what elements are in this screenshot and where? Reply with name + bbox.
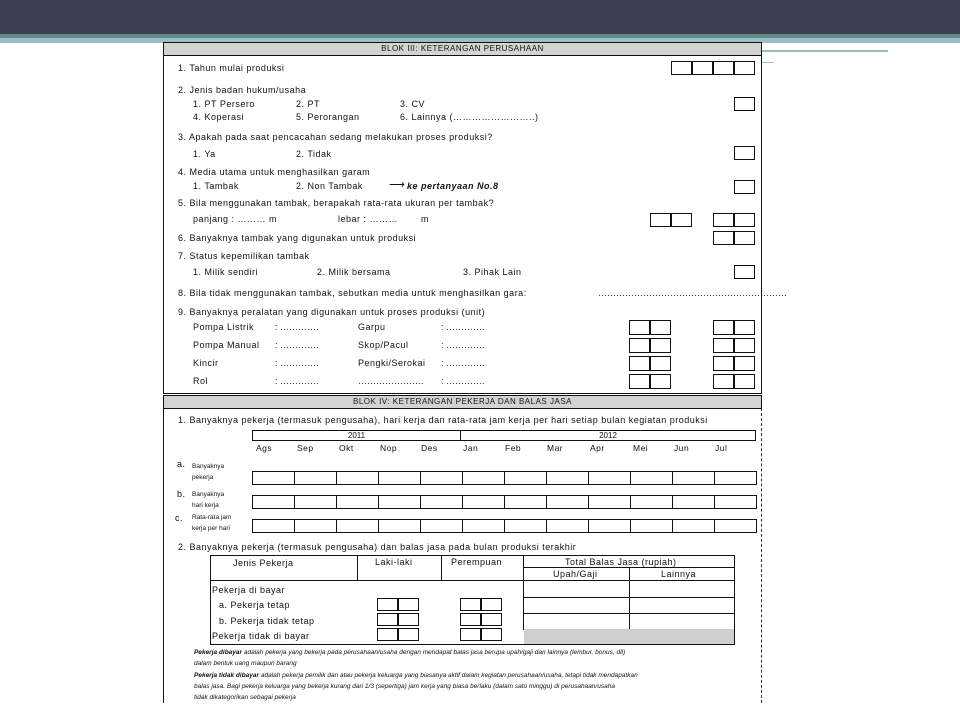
perempuan-input-box[interactable] (460, 628, 481, 641)
q5-panjang: panjang : ……… m (193, 214, 278, 224)
q7-option: 2. Milik bersama (317, 267, 391, 277)
month-label: Des (421, 443, 438, 453)
q3-option: 2. Tidak (296, 149, 332, 159)
month-input-cell[interactable] (462, 519, 505, 533)
month-label: Mar (547, 443, 564, 453)
month-input-cell[interactable] (504, 471, 547, 485)
month-input-cell[interactable] (294, 519, 337, 533)
q1-input-box[interactable] (734, 61, 755, 75)
month-input-cell[interactable] (378, 519, 421, 533)
month-label: Apr (590, 443, 605, 453)
q9-input-box[interactable] (734, 320, 755, 335)
note-1-cont: dalam bentuk uang maupun barang (194, 660, 297, 667)
perempuan-input-box[interactable] (481, 628, 502, 641)
q9-item-dots: : …………. (441, 376, 485, 386)
note-1 (194, 649, 625, 657)
row-label: kerja per hari (192, 525, 230, 532)
row-letter: c. (175, 513, 184, 523)
table-line (357, 555, 358, 580)
q7-option: 3. Pihak Lain (463, 267, 522, 277)
q9-item-label: Kincir (193, 358, 219, 368)
q9-item-label: Garpu (358, 322, 386, 332)
q9-item-label: Pengki/Serokai (358, 358, 426, 368)
q7-input-box[interactable] (734, 265, 755, 279)
month-input-cell[interactable] (588, 495, 631, 509)
skip-arrow-icon: ⟶ (389, 179, 406, 191)
q9-input-box[interactable] (629, 356, 650, 371)
month-input-cell[interactable] (546, 519, 589, 533)
col-jenis-pekerja: Jenis Pekerja (233, 558, 294, 568)
slide-accent-line (762, 50, 888, 52)
month-label: Mei (633, 443, 649, 453)
q5-lebar-box[interactable] (734, 213, 755, 227)
q9-input-box[interactable] (734, 338, 755, 353)
q9-input-box[interactable] (713, 356, 734, 371)
q4-option: 2. Non Tambak (296, 181, 363, 191)
year-2011-header: 2011 (252, 430, 461, 441)
q4-input-box[interactable] (734, 180, 755, 194)
note-2-cont: balas jasa. Bagi pekerja keluarga yang bekerja kurang dari 1/3 (sepertiga) jam kerja yang biasa berlaku (dalam satu minggu) di perusahaan/usaha (194, 683, 615, 690)
col-total-balas-jasa: Total Balas Jasa (rupiah) (565, 557, 677, 567)
q9-item-dots: : …………. (275, 340, 319, 350)
month-input-cell[interactable] (672, 495, 715, 509)
q9-item-label: Rol (193, 376, 209, 386)
q1-label: 1. Tahun mulai produksi (178, 63, 285, 73)
month-input-cell[interactable] (546, 471, 589, 485)
q8-dots: ……………………………………………………… (598, 288, 787, 298)
q9-input-box[interactable] (734, 356, 755, 371)
q7-option: 1. Milik sendiri (193, 267, 259, 277)
month-input-cell[interactable] (714, 471, 757, 485)
q9-input-box[interactable] (629, 374, 650, 389)
perempuan-input-box[interactable] (460, 613, 481, 626)
col-upah-gaji: Upah/Gaji (553, 569, 598, 579)
q9-item-label: Pompa Manual (193, 340, 260, 350)
month-input-cell[interactable] (630, 519, 673, 533)
table-line (629, 567, 630, 630)
laki-input-box[interactable] (377, 613, 398, 626)
q5-label: 5. Bila menggunakan tambak, berapakah rata-rata ukuran per tambak? (178, 198, 495, 208)
row-label: pekerja (192, 474, 214, 481)
month-input-cell[interactable] (420, 495, 463, 509)
q5-lebar: lebar : ……… (338, 214, 399, 224)
q9-input-box[interactable] (629, 338, 650, 353)
q2-option: 6. Lainnya (……………………..) (400, 112, 539, 122)
q4-skip-instruction: ke pertanyaan No.8 (407, 181, 499, 191)
row-label: hari kerja (192, 502, 219, 509)
q9-item-dots: : …………. (441, 322, 485, 332)
perempuan-input-box[interactable] (481, 598, 502, 611)
q1-input-box[interactable] (713, 61, 734, 75)
q3-option: 1. Ya (193, 149, 216, 159)
q5-unit: m (421, 214, 429, 224)
q9-item-label: …………………. (358, 376, 424, 386)
block-4-left-border (163, 395, 164, 703)
note-1-text: adalah pekerja yang bekerja pada perusahaan/usaha dengan mendapat balas jasa berupa upah/gaji dan lainnya (lembur, bonus, dll) (243, 649, 626, 656)
laki-input-box[interactable] (377, 598, 398, 611)
month-input-cell[interactable] (336, 519, 379, 533)
month-input-cell[interactable] (504, 519, 547, 533)
table-row-label: b. Pekerja tidak tetap (219, 616, 315, 626)
q2-option: 4. Koperasi (193, 112, 245, 122)
month-input-cell[interactable] (672, 519, 715, 533)
q6-input-box[interactable] (734, 231, 755, 245)
laki-input-box[interactable] (398, 598, 419, 611)
q9-input-box[interactable] (650, 320, 671, 335)
q1-input-box[interactable] (692, 61, 713, 75)
perempuan-input-box[interactable] (481, 613, 502, 626)
month-input-cell[interactable] (420, 519, 463, 533)
q5-lebar-box[interactable] (713, 213, 734, 227)
row-letter: b. (177, 489, 186, 499)
q2-option: 1. PT Persero (193, 99, 255, 109)
block-4-right-border (761, 408, 762, 703)
q9-input-box[interactable] (650, 338, 671, 353)
q2-label: 2. Jenis badan hukum/usaha (178, 85, 307, 95)
month-input-cell[interactable] (504, 495, 547, 509)
q6-label: 6. Banyaknya tambak yang digunakan untuk produksi (178, 233, 417, 243)
note-2 (194, 672, 638, 680)
b4-q1-label: 1. Banyaknya pekerja (termasuk pengusaha), hari kerja dan rata-rata jam kerja per hari setiap bulan kegiatan produksi (178, 415, 708, 425)
q9-item-dots: : …………. (441, 358, 485, 368)
q2-input-box[interactable] (734, 97, 755, 111)
month-input-cell[interactable] (714, 495, 757, 509)
perempuan-input-box[interactable] (460, 598, 481, 611)
laki-input-box[interactable] (398, 613, 419, 626)
month-label: Jan (463, 443, 479, 453)
q9-input-box[interactable] (713, 374, 734, 389)
q8-label: 8. Bila tidak menggunakan tambak, sebutkan media untuk menghasilkan gara: (178, 288, 527, 298)
month-input-cell[interactable] (714, 519, 757, 533)
month-input-cell[interactable] (588, 471, 631, 485)
table-row-label: Pekerja tidak di bayar (212, 631, 310, 641)
year-2012-header: 2012 (460, 430, 756, 441)
table-line (210, 580, 735, 581)
month-label: Nop (380, 443, 398, 453)
q9-input-box[interactable] (629, 320, 650, 335)
month-input-cell[interactable] (336, 495, 379, 509)
row-label: Banyaknya (192, 491, 225, 498)
table-shaded-cell (524, 629, 734, 644)
q9-item-dots: : …………. (275, 358, 319, 368)
row-letter: a. (177, 459, 186, 469)
q9-item-dots: : …………. (275, 376, 319, 386)
note-2-text: adalah pekerja pemilik dan atau pekerja keluarga yang biasanya aktif dalam kegiatan perusahaan/usaha, tetapi tidak mendapatkan (260, 672, 638, 679)
q2-option: 5. Perorangan (296, 112, 360, 122)
q9-label: 9. Banyaknya peralatan yang digunakan untuk proses produksi (unit) (178, 307, 486, 317)
month-input-cell[interactable] (630, 471, 673, 485)
month-input-cell[interactable] (294, 471, 337, 485)
slide-title-bar (0, 0, 960, 34)
month-input-cell[interactable] (252, 495, 295, 509)
month-input-cell[interactable] (672, 471, 715, 485)
col-laki: Laki-laki (375, 557, 413, 567)
month-input-cell[interactable] (378, 471, 421, 485)
note-2-term: Pekerja tidak dibayar (194, 672, 260, 679)
month-label: Jul (715, 443, 728, 453)
table-row-label: a. Pekerja tetap (219, 600, 291, 610)
laki-input-box[interactable] (398, 628, 419, 641)
q5-panjang-box[interactable] (671, 213, 692, 227)
col-lainnya: Lainnya (661, 569, 697, 579)
note-1-term: Pekerja dibayar (194, 649, 243, 656)
month-label: Feb (505, 443, 522, 453)
q9-item-label: Skop/Pacul (358, 340, 409, 350)
q9-item-dots: : …………. (275, 322, 319, 332)
b4-q2-label: 2. Banyaknya pekerja (termasuk pengusaha) dan balas jasa pada bulan produksi terakhir (178, 542, 577, 552)
q9-input-box[interactable] (650, 356, 671, 371)
q2-option: 2. PT (296, 99, 321, 109)
month-input-cell[interactable] (546, 495, 589, 509)
slide-accent-line-small (762, 62, 774, 63)
table-line (441, 555, 442, 580)
month-label: Ags (256, 443, 273, 453)
month-input-cell[interactable] (252, 519, 295, 533)
month-label: Sep (297, 443, 314, 453)
q1-input-box[interactable] (671, 61, 692, 75)
note-2-cont2: tidak dikategorikan sebagai pekerja (194, 694, 296, 701)
laki-input-box[interactable] (377, 628, 398, 641)
month-label: Okt (339, 443, 354, 453)
q9-item-label: Pompa Listrik (193, 322, 255, 332)
col-perempuan: Perempuan (451, 557, 503, 567)
q6-input-box[interactable] (713, 231, 734, 245)
q4-label: 4. Media utama untuk menghasilkan garam (178, 167, 371, 177)
month-input-cell[interactable] (336, 471, 379, 485)
q9-input-box[interactable] (650, 374, 671, 389)
q4-option: 1. Tambak (193, 181, 239, 191)
q5-panjang-box[interactable] (650, 213, 671, 227)
table-line (523, 597, 735, 598)
q9-input-box[interactable] (734, 374, 755, 389)
month-input-cell[interactable] (588, 519, 631, 533)
q7-label: 7. Status kepemilikan tambak (178, 251, 310, 261)
q3-label: 3. Apakah pada saat pencacahan sedang melakukan proses produksi? (178, 132, 493, 142)
q2-option: 3. CV (400, 99, 426, 109)
month-input-cell[interactable] (378, 495, 421, 509)
month-input-cell[interactable] (462, 471, 505, 485)
block-3-title: BLOK III: KETERANGAN PERUSAHAAN (163, 42, 762, 56)
month-input-cell[interactable] (630, 495, 673, 509)
row-label: Banyaknya (192, 463, 225, 470)
month-label: Jun (674, 443, 690, 453)
month-input-cell[interactable] (294, 495, 337, 509)
row-label: Rata-rata jam (192, 514, 232, 521)
q9-input-box[interactable] (713, 320, 734, 335)
month-input-cell[interactable] (252, 471, 295, 485)
month-input-cell[interactable] (462, 495, 505, 509)
q9-item-dots: : …………. (441, 340, 485, 350)
q3-input-box[interactable] (734, 146, 755, 160)
table-line (523, 613, 735, 614)
q9-input-box[interactable] (713, 338, 734, 353)
block-4-title: BLOK IV: KETERANGAN PEKERJA DAN BALAS JASA (163, 395, 762, 409)
table-row-label: Pekerja di bayar (212, 585, 286, 595)
month-input-cell[interactable] (420, 471, 463, 485)
